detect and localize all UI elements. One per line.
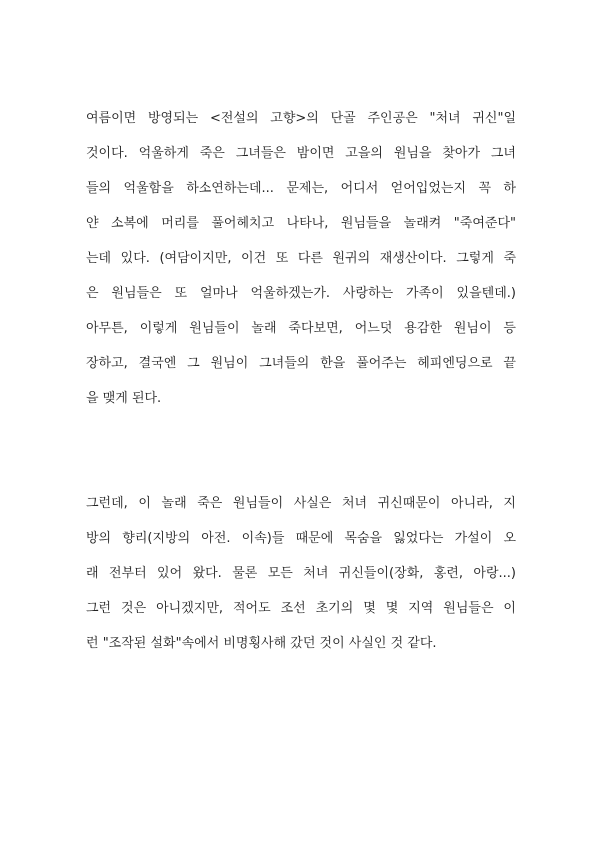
paragraph-1 (86, 110, 516, 425)
paragraph-1-line-9: 을 맺게 된다. (86, 391, 162, 406)
paragraph-2-line-5: 런 "조작된 설화"속에서 비명횡사해 갔던 것이 사실인 것 같다. (86, 636, 437, 651)
paragraph-1-line-2: 것이다. 억울하게 죽은 그녀들은 밤이면 고을의 원님을 찾아가 그녀 (86, 146, 516, 161)
paragraph-1-line-8: 장하고, 결국엔 그 원님이 그녀들의 한을 풀어주는 헤피엔딩으로 끝 (86, 356, 516, 371)
paragraph-1-line-5: 는데 있다. (여담이지만, 이건 또 다른 원귀의 재생산이다. 그렇게 죽 (86, 251, 516, 266)
paragraph-2-line-1: 그런데, 이 놀래 죽은 원님들이 사실은 처녀 귀신때문이 아니라, 지 (86, 496, 516, 511)
paragraph-1-line-6: 은 원님들은 또 얼마나 억울하겠는가. 사랑하는 가족이 있을텐데.) (86, 286, 516, 301)
paragraph-1-line-4: 얀 소복에 머리를 풀어헤치고 나타나, 원님들을 놀래켜 "죽여준다" (86, 216, 516, 231)
paragraph-2-line-2: 방의 향리(지방의 아전. 이속)들 때문에 목숨을 잃었다는 가설이 오 (86, 531, 516, 546)
paragraph-2-line-3: 래 전부터 있어 왔다. 물론 모든 처녀 귀신들이(장화, 홍련, 아랑...) (86, 566, 516, 581)
paragraph-1-line-7: 아무튼, 이렇게 원님들이 놀래 죽다보면, 어느덧 용감한 원님이 등 (86, 321, 516, 336)
paragraph-1-line-1: 여름이면 방영되는 <전설의 고향>의 단골 주인공은 "처녀 귀신"일 (86, 111, 516, 126)
paragraph-2 (86, 495, 516, 670)
paragraph-2-line-4: 그런 것은 아니겠지만, 적어도 조선 초기의 몇 몇 지역 원님들은 이 (86, 601, 516, 616)
paragraph-1-line-3: 들의 억울함을 하소연하는데... 문제는, 어디서 얻어입었는지 꼭 하 (86, 181, 516, 196)
